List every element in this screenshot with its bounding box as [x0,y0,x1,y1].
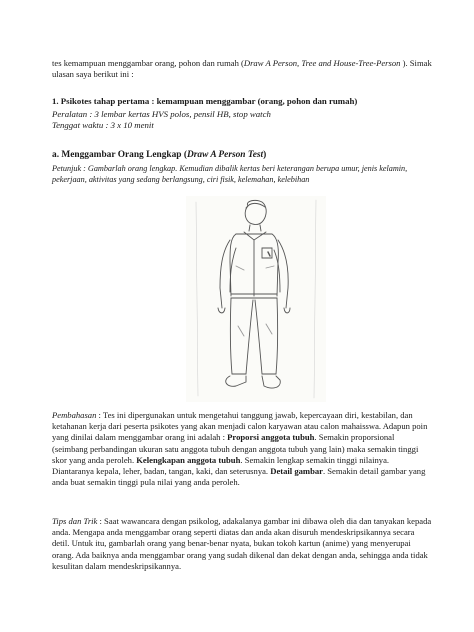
intro-text: tes kemampuan menggambar orang, pohon dan rumah ( [52,58,244,68]
tips-paragraph: Tips dan Trik : Saat wawancara dengan psikolog, adakalanya gambar ini dibawa oleh dia dan tanyakan kepada anda. Mengapa anda menggambar orang seperti diatas dan anda akan disuruh mendeskripsikannya secara detil. Untuk itu, gambarlah orang yang benar-benar nyata, bukan tokoh kartun (anime) yang menyerupai orang. Ada baiknya anda menggambar orang yang sudah dikenal dan dekat dengan anda, sehingga anda tidak kesulitan dalam mendeskripsikannya. [52,516,432,571]
intro-test-names: Draw A Person, Tree and House-Tree-Person [243,58,401,68]
pembahasan-paragraph: Pembahasan : Tes ini dipergunakan untuk mengetahui tanggung jawab, kepercayaan diri, kestabilan, dan ketahanan kerja dari peserta psikotes yang akan menjadi calon karyawan atau calon mahaisswa. Adapun poin yang dinilai dalam menggambar orang ini adalah : Proporsi anggota tubuh. Semakin proporsional (seimbang perbandingan ukuran satu anggota tubuh dengan anggota tubuh yang lain) maka semakin tinggi skor yang anda peroleh. Kelengkapan anggota tubuh. Semakin lengkap semakin tinggi nilainya. Diantaranya kepala, leher, badan, tangan, kaki, dan seterusnya. Detail gambar. Semakin detail gambar yang anda buat semakin tinggi pula nilai yang anda peroleh. [52,410,428,488]
person-sketch-icon [186,196,326,402]
person-drawing-image [186,196,326,402]
section-1 [52,96,432,132]
intro-paragraph [52,58,432,80]
section-1-waktu: Tenggat waktu : 3 x 10 menit [52,120,154,131]
section-1-peralatan: Peralatan : 3 lembar kertas HVS polos, pensil HB, stop watch [52,109,271,120]
section-a-heading: a. Menggambar Orang Lengkap (Draw A Person Test) [52,150,267,160]
section-a [52,150,432,185]
section-a-petunjuk: Petunjuk : Gambarlah orang lengkap. Kemudian dibalik kertas beri keterangan berupa umur, jenis kelamin, pekerjaan, aktivitas yang sedang berlangsung, ciri fisik, kelemahan, kelebihan [52,164,408,185]
intro-text-end: ). Simak ulasan saya berikut ini : [52,58,432,80]
section-1-heading: 1. Psikotes tahap pertama : kemampuan menggambar (orang, pohon dan rumah) [52,96,358,106]
